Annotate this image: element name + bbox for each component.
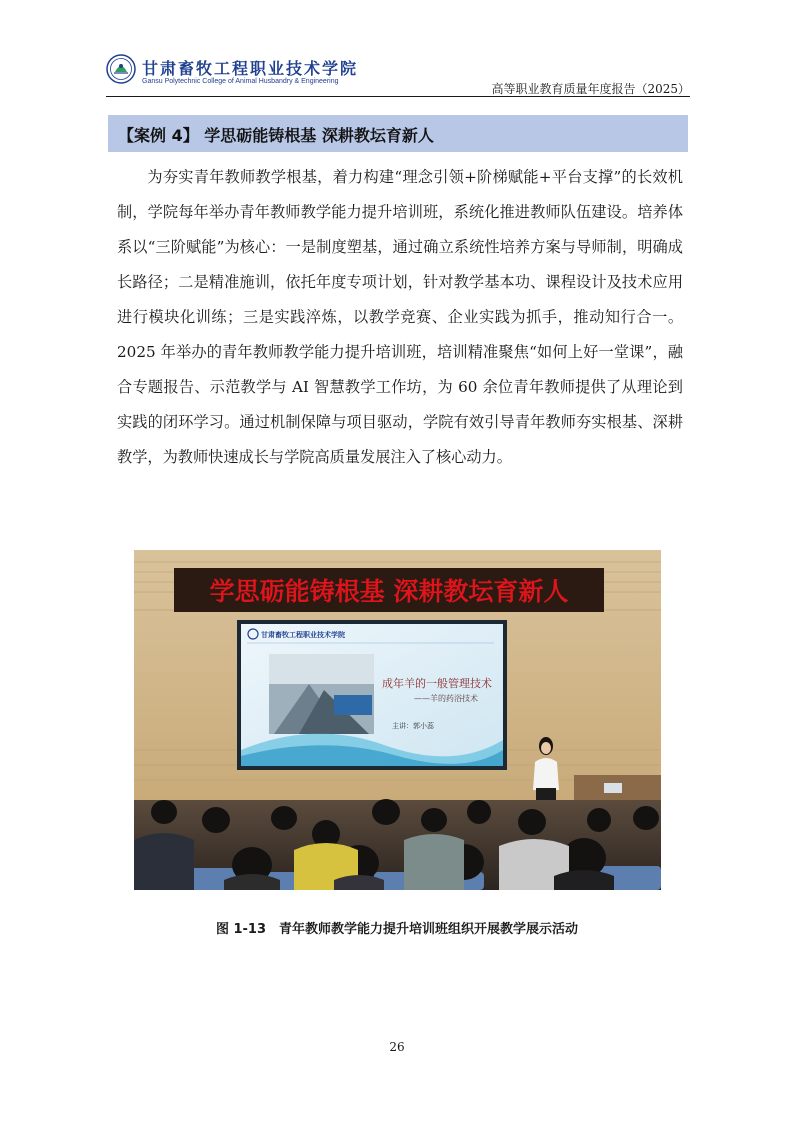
case-title: 【案例 4】 学思砺能铸根基 深耕教坛育新人 — [118, 126, 434, 145]
case-body-paragraph: 为夯实青年教师教学根基，着力构建“理念引领+阶梯赋能+平台支撑”的长效机制，学院每年举办青年教师教学能力提升培训班，系统化推进教师队伍建设。培养体系以“三阶赋能”为核心：一是制度塑基，通过确立系统性培养方案与导师制，明确成长路径；二是精准施训，依托年度专项计划，针对教学基本功、课程设计及技术应用进行模块化训练；三是实践淬炼，以教学竞赛、企业实践为抓手，推动知行合一。2025 年举办的青年教师教学能力提升培训班，培训精准聚焦“如何上好一堂课”，融合专题报告、示范教学与 AI 智慧教学工作坊，为 60 余位青年教师提供了从理论到实践的闭环学习。通过机制保障与项目驱动，学院有效引导青年教师夯实根基、深耕教学，为教师快速成长与学院高质量发展注入了核心动力。 — [117, 168, 683, 466]
slide-header: 甘肃畜牧工程职业技术学院 — [261, 631, 345, 639]
header-rule — [106, 96, 690, 97]
report-title: 高等职业教育质量年度报告（2025） — [491, 82, 690, 96]
slide-speaker: 主讲：郭小蕊 — [392, 722, 434, 730]
college-name-en: Gansu Polytechnic College of Animal Husbandry & Engineering — [142, 78, 339, 85]
slide-subtitle: ——羊的药浴技术 — [414, 694, 478, 703]
figure-caption: 图 1-13 青年教师教学能力提升培训班组织开展教学展示活动 — [215, 922, 579, 937]
case-heading-bar — [108, 115, 688, 152]
banner-text: 学思砺能铸根基 深耕教坛育新人 — [209, 577, 569, 606]
page-header — [106, 50, 690, 96]
page-number: 26 — [389, 1040, 405, 1054]
college-name-cn: 甘肃畜牧工程职业技术学院 — [142, 59, 359, 78]
college-logo-icon — [106, 54, 136, 84]
event-photo — [134, 550, 661, 890]
slide-title: 成年羊的一般管理技术 — [382, 677, 492, 690]
